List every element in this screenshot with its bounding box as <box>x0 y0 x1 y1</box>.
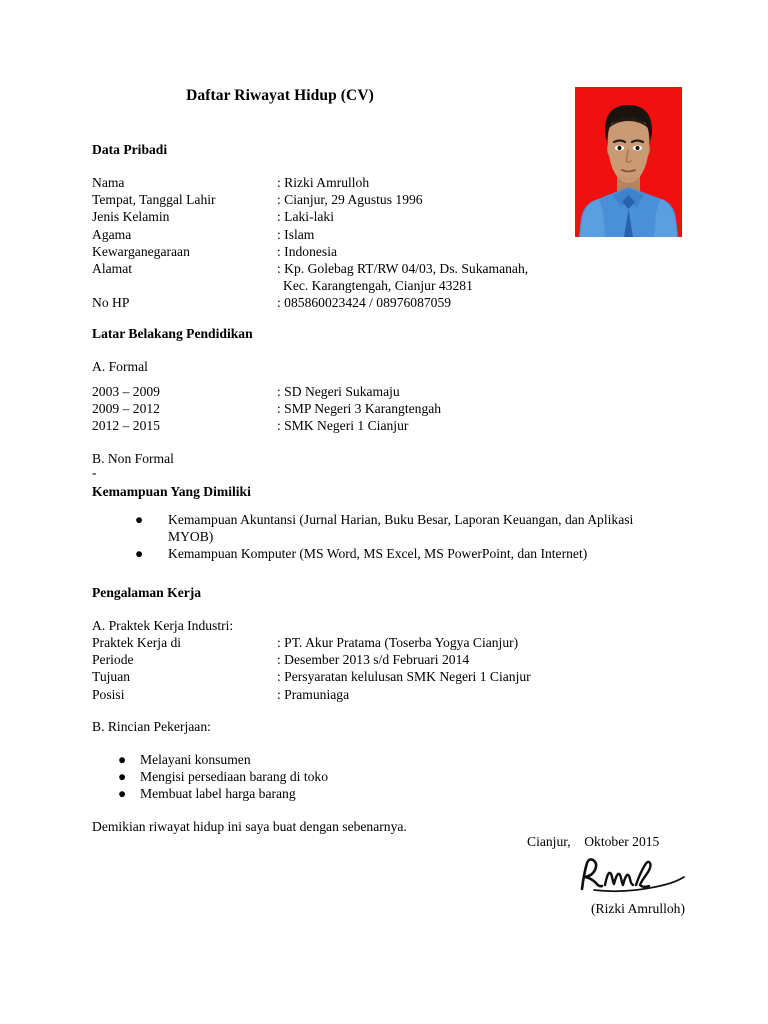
list-item: ● Kemampuan Akuntansi (Jurnal Harian, Buku Besar, Laporan Keuangan, dan Aplikasi MYOB) <box>135 512 634 545</box>
table-row: Periode : Desember 2013 s/d Februari 2014 <box>92 652 470 668</box>
education-nonformal-value: - <box>92 465 97 480</box>
bullet-icon: ● <box>118 786 127 802</box>
section-heading-education: Latar Belakang Pendidikan <box>92 326 253 341</box>
list-item: ● Mengisi persediaan barang di toko <box>118 769 328 785</box>
bullet-icon: ● <box>135 546 144 562</box>
table-row: 2009 – 2012 : SMP Negeri 3 Karangtengah <box>92 401 442 417</box>
education-nonformal-label: B. Non Formal <box>92 451 174 466</box>
education-formal-label: A. Formal <box>92 359 148 374</box>
page-title: Daftar Riwayat Hidup (CV) <box>186 87 374 104</box>
table-row: Tujuan : Persyaratan kelulusan SMK Negeri 1 Cianjur <box>92 669 531 685</box>
place-and-date: Cianjur, Oktober 2015 <box>527 834 660 849</box>
table-row: Kewarganegaraan : Indonesia <box>92 243 338 259</box>
list-item: ● Melayani konsumen <box>118 752 251 767</box>
table-row: 2012 – 2015 : SMK Negeri 1 Cianjur <box>92 418 409 434</box>
closing-statement: Demikian riwayat hidup ini saya buat dengan sebenarnya. <box>92 819 407 834</box>
experience-section-a-label: A. Praktek Kerja Industri: <box>92 618 234 633</box>
section-heading-skills: Kemampuan Yang Dimiliki <box>92 484 251 499</box>
id-photo <box>575 87 682 237</box>
personal-data-table <box>92 174 528 312</box>
list-item: ● Membuat label harga barang <box>118 786 296 802</box>
bullet-icon: ● <box>118 752 127 767</box>
experience-table <box>92 634 531 703</box>
signature-name: (Rizki Amrulloh) <box>590 901 685 916</box>
bullet-icon: ● <box>118 769 127 785</box>
table-row: Jenis Kelamin : Laki-laki <box>92 209 334 225</box>
section-heading-experience: Pengalaman Kerja <box>92 585 202 600</box>
table-row: 2003 – 2009 : SD Negeri Sukamaju <box>92 384 400 399</box>
signature-mark <box>572 855 702 897</box>
table-row: Tempat, Tanggal Lahir : Cianjur, 29 Agustus 1996 <box>92 192 423 208</box>
table-row: Kec. Karangtengah, Cianjur 43281 <box>283 278 473 294</box>
table-row: Agama : Islam <box>92 226 315 242</box>
section-heading-personal: Data Pribadi <box>92 142 168 157</box>
list-item: ● Kemampuan Komputer (MS Word, MS Excel, MS PowerPoint, dan Internet) <box>135 546 588 562</box>
table-row: Nama : Rizki Amrulloh <box>92 175 370 190</box>
education-table <box>92 383 441 435</box>
duties-list <box>118 751 538 803</box>
table-row: No HP : 085860023424 / 08976087059 <box>92 295 452 311</box>
table-row: Alamat : Kp. Golebag RT/RW 04/03, Ds. Sukamanah, <box>92 261 529 277</box>
table-row: Praktek Kerja di : PT. Akur Pratama (Toserba Yogya Cianjur) <box>92 635 519 650</box>
table-row: Posisi : Pramuniaga <box>92 686 350 702</box>
bullet-icon: ● <box>135 512 144 527</box>
experience-section-b-label: B. Rincian Pekerjaan: <box>92 719 211 734</box>
skills-list <box>135 511 635 563</box>
